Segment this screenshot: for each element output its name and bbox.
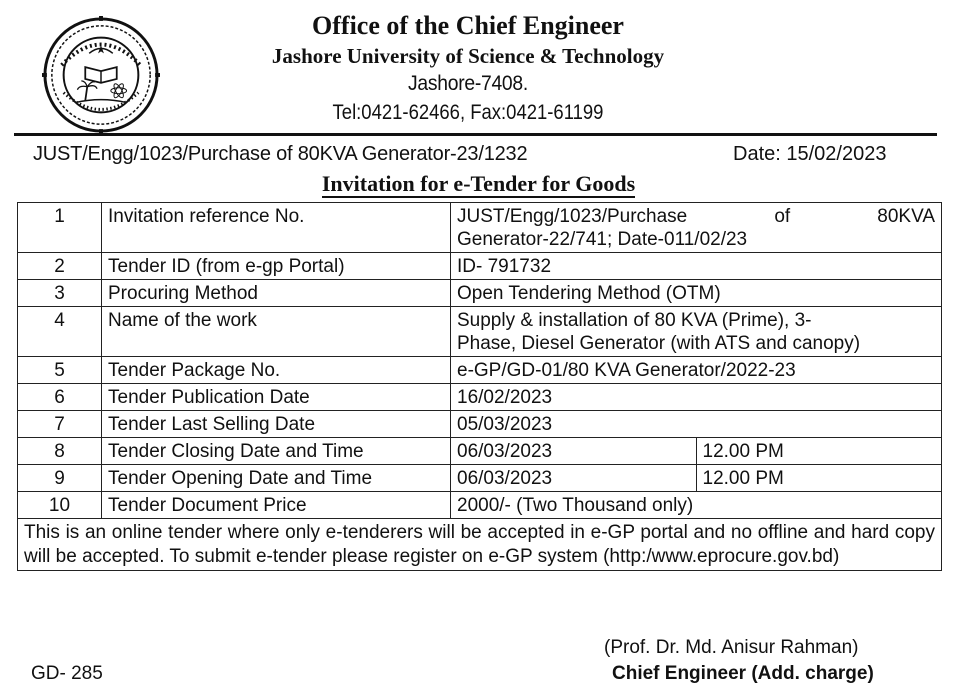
row-time: 12.00 PM — [696, 438, 942, 465]
table-row — [18, 492, 942, 519]
row-value: 05/03/2023 — [451, 411, 942, 438]
row-value — [451, 307, 942, 357]
row-date: 06/03/2023 — [451, 465, 697, 492]
row-value: 2000/- (Two Thousand only) — [451, 492, 942, 519]
row-number: 9 — [18, 465, 102, 492]
table-row — [18, 438, 942, 465]
row-label: Tender Document Price — [102, 492, 451, 519]
header-divider — [14, 133, 937, 136]
table-note-row — [18, 519, 942, 571]
notice-title — [0, 170, 957, 198]
row-value — [451, 203, 942, 253]
university-seal-logo — [42, 16, 160, 134]
table-row — [18, 203, 942, 253]
table-row — [18, 307, 942, 357]
row-label: Tender Closing Date and Time — [102, 438, 451, 465]
memo-reference: JUST/Engg/1023/Purchase of 80KVA Generator-23/1232 — [33, 143, 528, 165]
row-value-line: Generator-22/741; Date-011/02/23 — [457, 229, 748, 250]
gd-number: GD- 285 — [31, 663, 103, 684]
row-number: 8 — [18, 438, 102, 465]
tender-details-table — [17, 202, 942, 571]
signatory-designation: Chief Engineer (Add. charge) — [612, 663, 874, 684]
row-value-line: Phase, Diesel Generator (with ATS and canopy) — [457, 333, 861, 354]
office-name: Office of the Chief Engineer — [312, 11, 624, 40]
row-value-line: JUST/Engg/1023/Purchase of 80KVA — [457, 206, 935, 227]
row-number: 4 — [18, 307, 102, 357]
contact-numbers: Tel:0421-62466, Fax:0421-61199 — [332, 101, 604, 124]
table-row — [18, 280, 942, 307]
row-label: Tender Package No. — [102, 357, 451, 384]
row-number: 7 — [18, 411, 102, 438]
city-postcode: Jashore-7408. — [408, 72, 528, 95]
row-value: 16/02/2023 — [451, 384, 942, 411]
row-number: 2 — [18, 253, 102, 280]
signatory-name: (Prof. Dr. Md. Anisur Rahman) — [604, 637, 859, 658]
row-date: 06/03/2023 — [451, 438, 697, 465]
row-number: 5 — [18, 357, 102, 384]
row-time: 12.00 PM — [696, 465, 942, 492]
row-label: Tender ID (from e-gp Portal) — [102, 253, 451, 280]
row-value-line: Supply & installation of 80 KVA (Prime), 3- — [457, 310, 812, 331]
letterhead — [180, 10, 756, 128]
row-label: Procuring Method — [102, 280, 451, 307]
row-value: ID- 791732 — [451, 253, 942, 280]
university-name: Jashore University of Science & Technology — [271, 44, 665, 68]
row-value: Open Tendering Method (OTM) — [451, 280, 942, 307]
notice-title-text: Invitation for e-Tender for Goods — [321, 171, 636, 196]
row-value: e-GP/GD-01/80 KVA Generator/2022-23 — [451, 357, 942, 384]
row-label: Tender Opening Date and Time — [102, 465, 451, 492]
row-number: 10 — [18, 492, 102, 519]
row-label: Tender Publication Date — [102, 384, 451, 411]
row-number: 1 — [18, 203, 102, 253]
memo-date: Date: 15/02/2023 — [733, 143, 887, 165]
table-row — [18, 357, 942, 384]
table-row — [18, 253, 942, 280]
row-label: Tender Last Selling Date — [102, 411, 451, 438]
table-row — [18, 465, 942, 492]
row-label: Invitation reference No. — [102, 203, 451, 253]
table-row — [18, 411, 942, 438]
row-number: 3 — [18, 280, 102, 307]
table-row — [18, 384, 942, 411]
row-label: Name of the work — [102, 307, 451, 357]
row-number: 6 — [18, 384, 102, 411]
tender-note: This is an online tender where only e-tenderers will be accepted in e-GP portal and no offline and hard copy will be accepted. To submit e-tender please register on e-GP system (http:/www.eprocure.gov.bd) — [18, 519, 942, 571]
